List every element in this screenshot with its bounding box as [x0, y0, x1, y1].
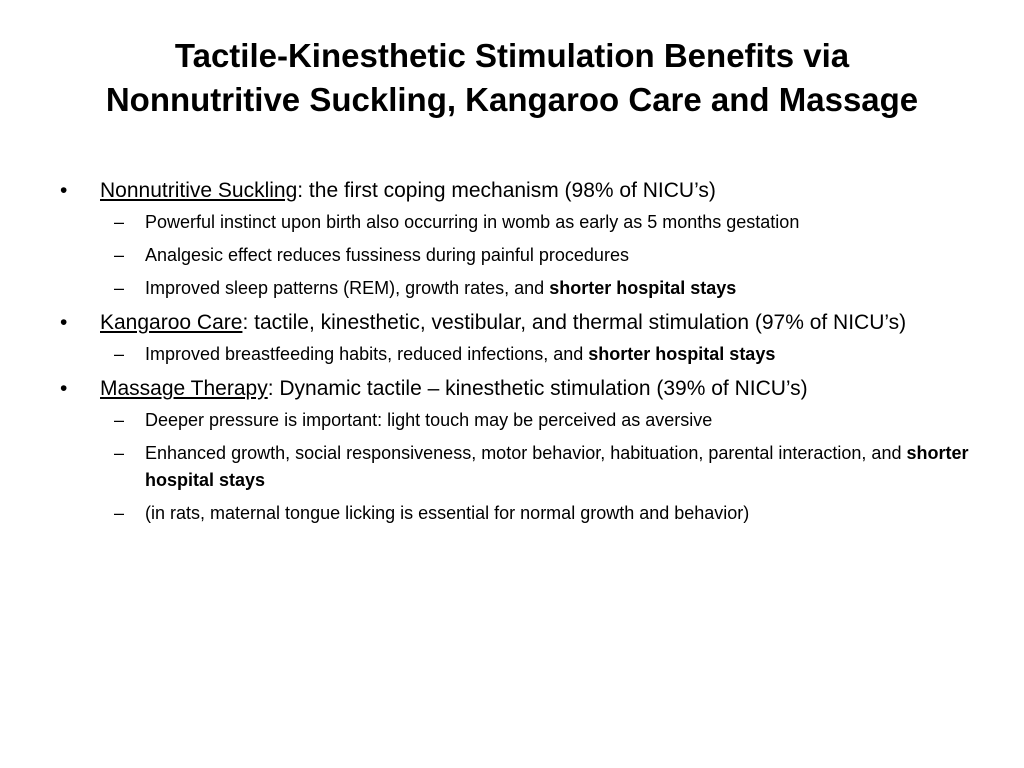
sub-bullet-emphasis: shorter hospital stays	[588, 344, 776, 364]
sub-bullet-text: Enhanced growth, social responsiveness, motor behavior, habituation, parental interaction, and	[145, 443, 907, 463]
sub-bullet-item	[58, 440, 998, 494]
dash-marker: –	[114, 245, 125, 265]
dash-marker: –	[114, 503, 125, 523]
sub-bullet-item	[58, 407, 998, 434]
sub-bullet-text: Improved breastfeeding habits, reduced infections, and	[145, 344, 589, 364]
bullet-text: : Dynamic tactile – kinesthetic stimulation (39% of NICU’s)	[267, 377, 808, 400]
bullet-marker: •	[60, 179, 68, 202]
bullet-term: Massage Therapy	[100, 377, 268, 400]
bullet-term: Kangaroo Care	[100, 311, 243, 334]
dash-marker: –	[114, 212, 125, 232]
sub-bullet-text: Analgesic effect reduces fussiness during painful procedures	[145, 245, 629, 265]
sub-bullet-text: Deeper pressure is important: light touch may be perceived as aversive	[145, 410, 713, 430]
slide-title-line1: Tactile-Kinesthetic Stimulation Benefits via	[174, 37, 850, 74]
sub-bullet-item	[58, 275, 998, 302]
bullet-item	[58, 374, 998, 404]
dash-marker: –	[114, 410, 125, 430]
bullet-text: : tactile, kinesthetic, vestibular, and thermal stimulation (97% of NICU’s)	[242, 311, 907, 334]
sub-bullet-emphasis: shorter hospital stays	[145, 443, 969, 490]
dash-marker: –	[114, 344, 125, 364]
bullet-term: Nonnutritive Suckling	[100, 179, 298, 202]
bullet-list	[58, 176, 998, 533]
sub-bullet-item	[58, 242, 998, 269]
sub-bullet-item	[58, 341, 998, 368]
sub-bullet-item	[58, 500, 998, 527]
sub-bullet-text: Improved sleep patterns (REM), growth rates, and	[145, 278, 550, 298]
bullet-marker: •	[60, 311, 68, 334]
bullet-item	[58, 176, 998, 206]
bullet-text: : the first coping mechanism (98% of NICU’s)	[297, 179, 716, 202]
sub-bullet-text: (in rats, maternal tongue licking is essential for normal growth and behavior)	[145, 503, 750, 523]
dash-marker: –	[114, 443, 125, 463]
sub-bullet-item	[58, 209, 998, 236]
bullet-item	[58, 308, 998, 338]
bullet-marker: •	[60, 377, 68, 400]
slide-title-line2: Nonnutritive Suckling, Kangaroo Care and Massage	[105, 81, 919, 118]
sub-bullet-text: Powerful instinct upon birth also occurring in womb as early as 5 months gestation	[145, 212, 800, 232]
slide-title	[40, 34, 984, 122]
sub-bullet-emphasis: shorter hospital stays	[549, 278, 737, 298]
dash-marker: –	[114, 278, 125, 298]
